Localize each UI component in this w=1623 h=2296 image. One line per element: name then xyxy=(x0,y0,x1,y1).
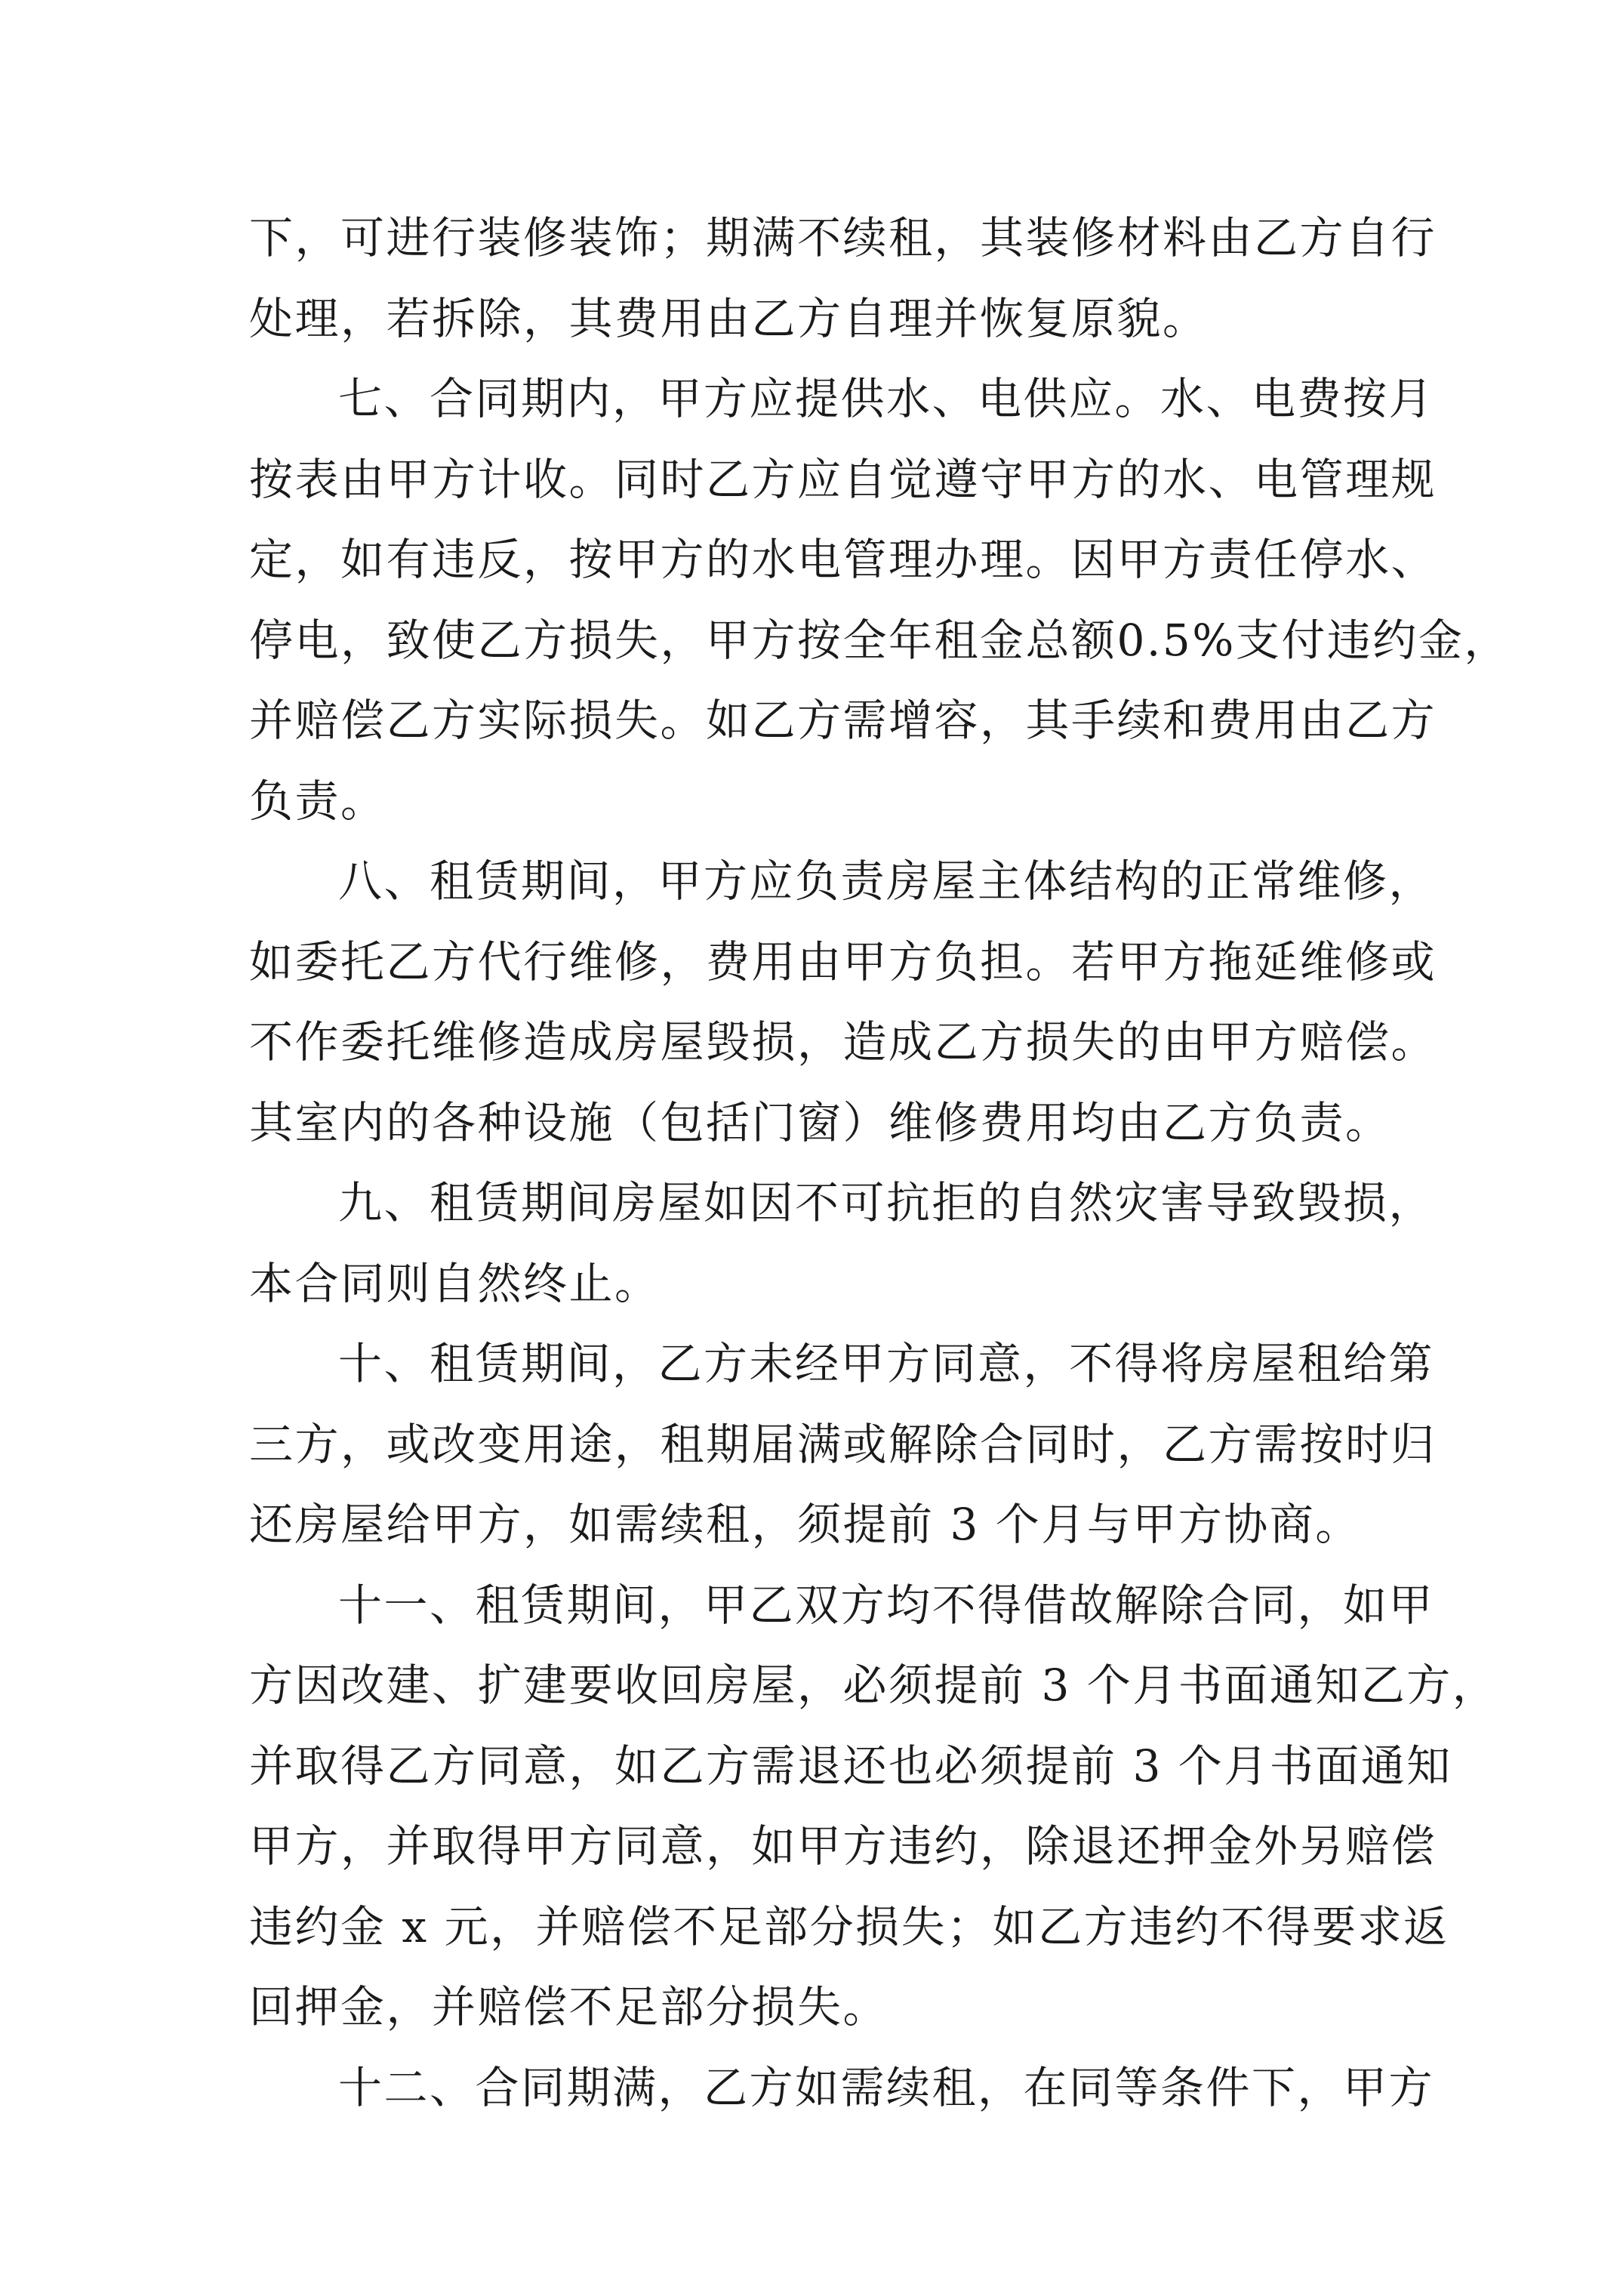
text-line: 其室内的各种设施（包括门窗）维修费用均由乙方负责。 xyxy=(249,1096,1391,1148)
text-line: 三方，或改变用途，租期届满或解除合同时，乙方需按时归 xyxy=(249,1418,1437,1470)
text-line: 并取得乙方同意，如乙方需退还也必须提前 3 个月书面通知 xyxy=(249,1740,1452,1792)
clause-8-start: 八、租赁期间，甲方应负责房屋主体结构的正常维修， xyxy=(338,855,1435,907)
text-line: 负责。 xyxy=(249,775,387,827)
text-line: 甲方，并取得甲方同意，如甲方违约，除退还押金外另赔偿 xyxy=(249,1820,1437,1872)
text-line: 本合同则自然终止。 xyxy=(249,1257,661,1309)
text-line: 不作委托维修造成房屋毁损，造成乙方损失的由甲方赔偿。 xyxy=(249,1016,1437,1068)
clause-12-start: 十二、合同期满，乙方如需续租，在同等条件下，甲方 xyxy=(338,2061,1435,2113)
text-line: 并赔偿乙方实际损失。如乙方需增容，其手续和费用由乙方 xyxy=(249,695,1437,746)
text-line: 违约金 x 元，并赔偿不足部分损失；如乙方违约不得要求返 xyxy=(249,1900,1449,1952)
text-line: 方因改建、扩建要收回房屋，必须提前 3 个月书面通知乙方， xyxy=(249,1660,1498,1711)
text-line: 如委托乙方代行维修，费用由甲方负担。若甲方拖延维修或 xyxy=(249,935,1437,988)
text-line: 处理，若拆除，其费用由乙方自理并恢复原貌。 xyxy=(249,292,1209,344)
clause-11-start: 十一、租赁期间，甲乙双方均不得借故解除合同，如甲 xyxy=(338,1579,1435,1631)
document-body xyxy=(249,198,1510,2128)
clause-7-start: 七、合同期内，甲方应提供水、电供应。水、电费按月 xyxy=(338,373,1435,424)
text-line: 定，如有违反，按甲方的水电管理办理。因甲方责任停水、 xyxy=(249,534,1437,585)
text-line: 停电，致使乙方损失，甲方按全年租金总额0.5%支付违约金， xyxy=(249,614,1510,666)
text-line: 下，可进行装修装饰；期满不续租，其装修材料由乙方自行 xyxy=(249,212,1437,264)
clause-10-start: 十、租赁期间，乙方未经甲方同意，不得将房屋租给第 xyxy=(338,1338,1435,1389)
text-line: 回押金，并赔偿不足部分损失。 xyxy=(249,1981,889,2032)
text-line: 还房屋给甲方，如需续租，须提前 3 个月与甲方协商。 xyxy=(249,1499,1361,1550)
text-line: 按表由甲方计收。同时乙方应自觉遵守甲方的水、电管理规 xyxy=(249,453,1437,505)
clause-9-start: 九、租赁期间房屋如因不可抗拒的自然灾害导致毁损， xyxy=(338,1177,1435,1228)
